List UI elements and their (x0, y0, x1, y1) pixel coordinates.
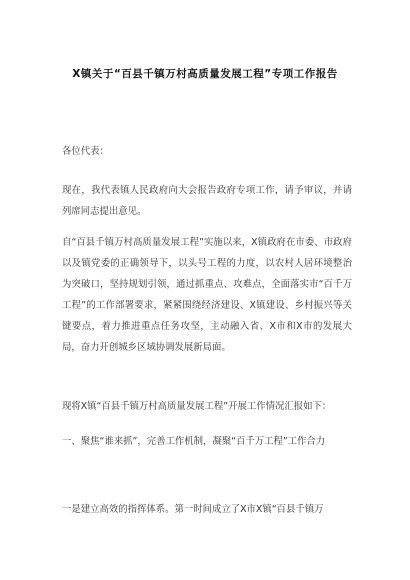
paragraph-overview: 自“百县千镇万村高质量发展工程”实施以来，X镇政府在市委、市政府以及镇党委的正确领导下，以头号工程的力度，以农村人居环境整治为突破口，坚持规划引领，通过抓重点、攻难点，全面落实市“百千万工程”的工作部署要求，紧紧围绕经济建设、X镇建设、乡村振兴等关键要点，着力推进重点任务攻坚，主动融入省、X市和X市的发展大局，奋力开创城乡区域协调发展新局面。 (62, 237, 352, 353)
paragraph-section-1: 一是建立高效的指挥体系。第一时间成立了X市X镇“百县千镇万 (62, 504, 324, 515)
section-heading-1: 一、聚焦“谁来抓”，完善工作机制，凝聚“百千万工程”工作合力 (62, 436, 326, 447)
paragraph-intro: 现在，我代表镇人民政府向大会报告政府专项工作，请予审议，并请列席同志提出意见。 (62, 185, 352, 217)
paragraph-report-lead: 现将X镇“百县千镇万村高质量发展工程”开展工作情况汇报如下： (62, 401, 332, 412)
greeting: 各位代表： (62, 146, 109, 157)
document-title: X镇关于“百县千镇万村高质量发展工程”专项工作报告 (72, 68, 338, 80)
